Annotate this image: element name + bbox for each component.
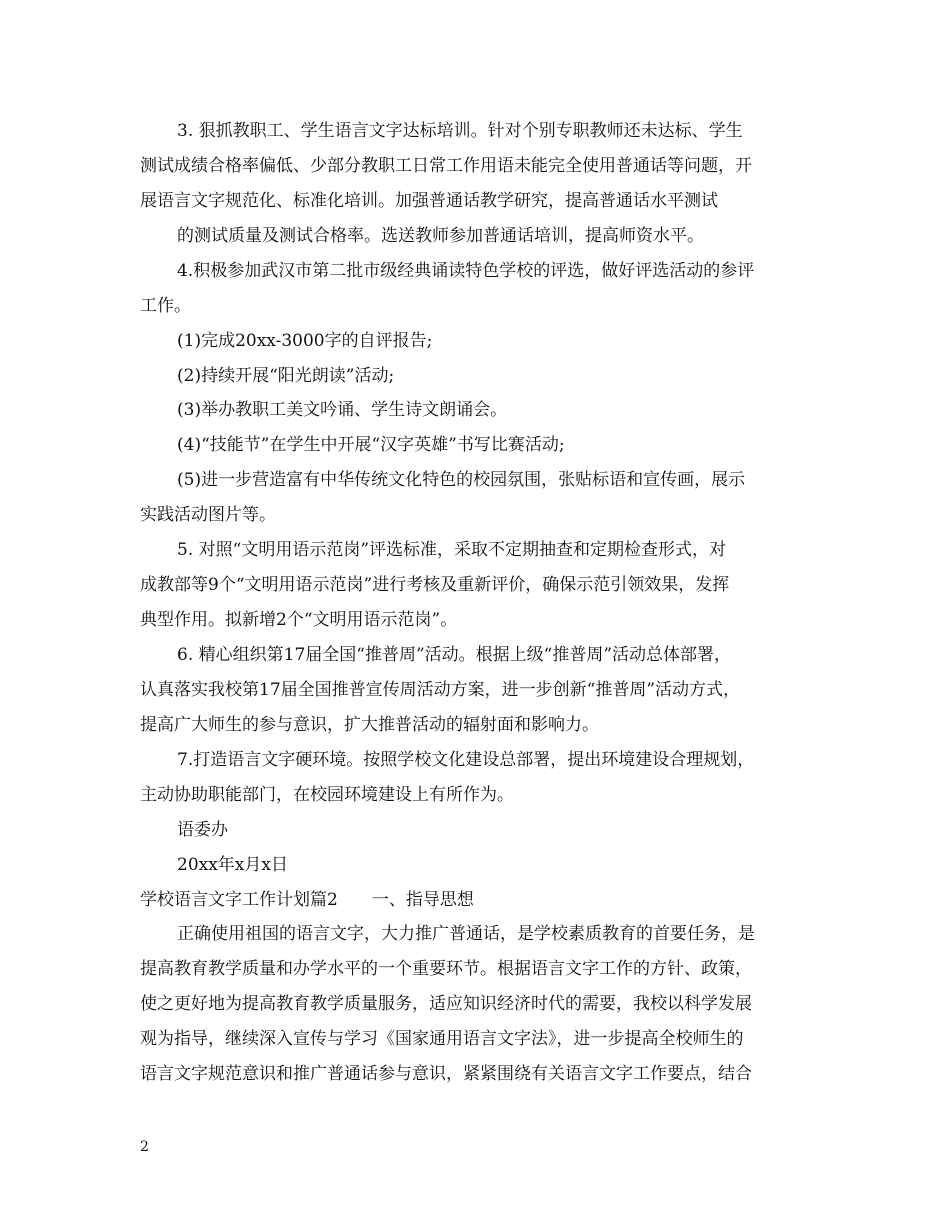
text-line: (3)举办教职工美文吟诵、学生诗文朗诵会。 [177,400,508,420]
text-line: 典型作用。拟新增2个“文明用语示范岗”。 [140,610,458,630]
text-line: 5. 对照“文明用语示范岗”评选标准，采取不定期抽查和定期检查形式，对 [177,540,727,560]
text-line: 4.积极参加武汉市第二批市级经典诵读特色学校的评选，做好评选活动的参评 [177,261,755,281]
text-line: (1)完成20xx-3000字的自评报告; [177,331,433,351]
text-line: 成教部等9个“文明用语示范岗”进行考核及重新评价，确保示范引领效果，发挥 [140,575,730,595]
section-heading: 学校语言文字工作计划篇2 一、指导思想 [140,890,474,910]
text-line: 语言文字规范意识和推广普通话参与意识，紧紧围绕有关语言文字工作要点，结合 [140,1064,752,1084]
text-line: 提高广大师生的参与意识，扩大推普活动的辐射面和影响力。 [140,715,599,735]
text-line: 使之更好地为提高教育教学质量服务，适应知识经济时代的需要，我校以科学发展 [140,994,752,1014]
text-line: (2)持续开展“阳光朗读”活动; [177,366,395,386]
text-line: 6. 精心组织第17届全国“推普周”活动。根据上级“推普周”活动总体部署， [177,645,732,665]
text-line: 主动协助职能部门，在校园环境建设上有所作为。 [140,785,514,805]
text-line: 7.打造语言文字硬环境。按照学校文化建设总部署，提出环境建设合理规划， [177,750,755,770]
text-line: 实践活动图片等。 [140,505,276,525]
text-line: 的测试质量及测试合格率。选送教师参加普通话培训，提高师资水平。 [177,226,704,246]
signature-dept: 语委办 [177,820,228,840]
text-line: 认真落实我校第17届全国推普宣传周活动方案，进一步创新“推普周”活动方式， [140,680,741,700]
signature-date: 20xx年x月x日 [177,855,288,875]
text-line: 测试成绩合格率偏低、少部分教职工日常工作用语未能完全使用普通话等问题，开 [140,156,752,176]
page-number: 2 [140,1139,149,1155]
text-line: 3. 狠抓教职工、学生语言文字达标培训。针对个别专职教师还未达标、学生 [177,121,743,141]
text-line: 观为指导，继续深入宣传与学习《国家通用语言文字法》，进一步提高全校师生的 [140,1029,744,1049]
text-line: 正确使用祖国的语言文字，大力推广普通话，是学校素质教育的首要任务，是 [177,924,755,944]
text-line: 工作。 [140,296,191,316]
text-line: (5)进一步营造富有中华传统文化特色的校园氛围，张贴标语和宣传画，展示 [177,470,746,490]
text-line: 展语言文字规范化、标准化培训。加强普通话教学研究，提高普通话水平测试 [140,191,718,211]
text-line: (4)“技能节”在学生中开展“汉字英雄”书写比赛活动; [177,435,565,455]
text-line: 提高教育教学质量和办学水平的一个重要环节。根据语言文字工作的方针、政策， [140,959,752,979]
